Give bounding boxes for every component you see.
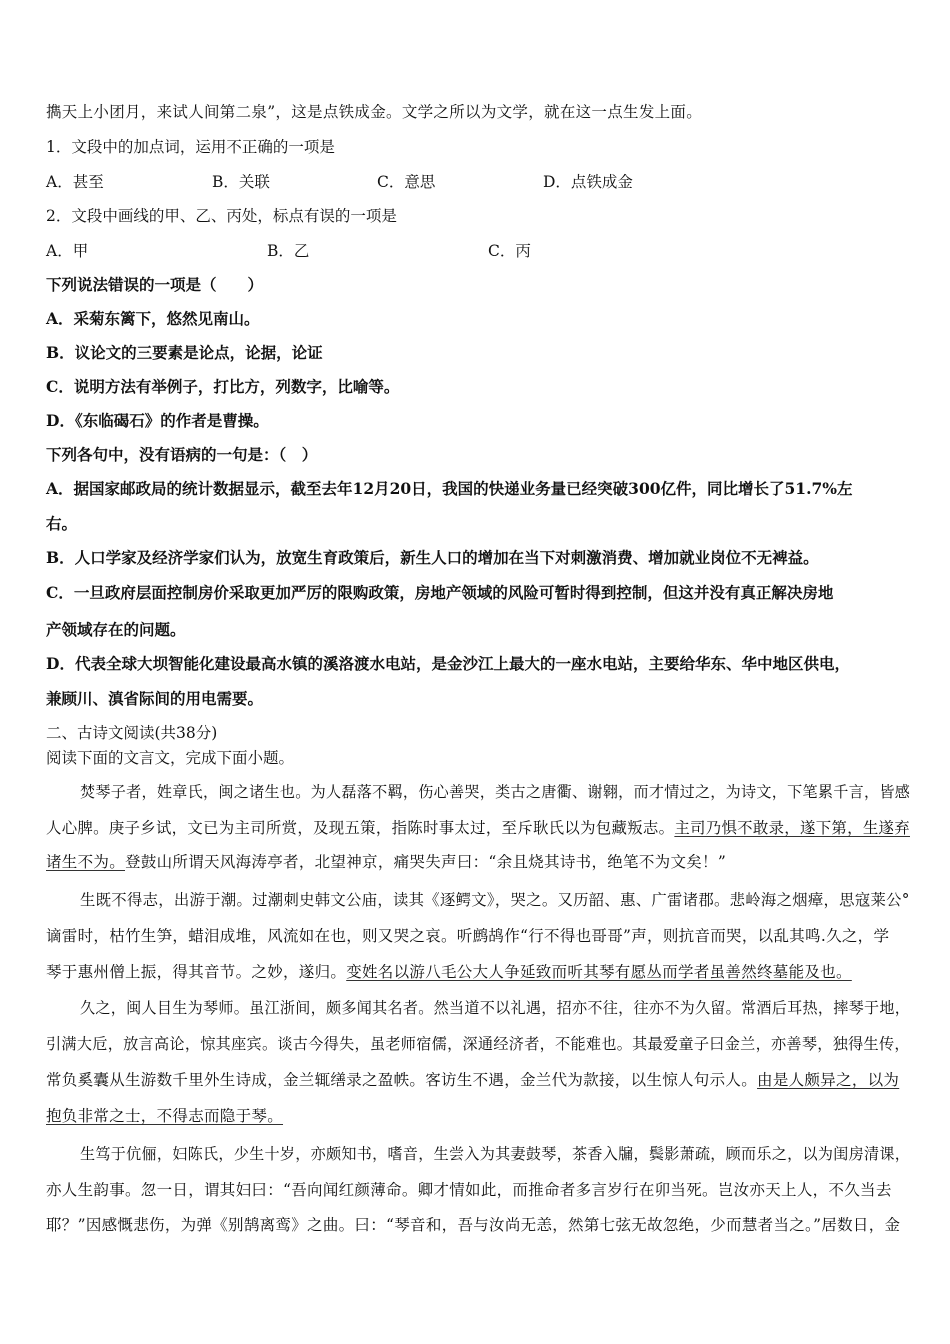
p3-line3-text: 常负奚囊从生游数千里外生诗成，金兰辄缮录之盈帙。客访生不遇，金兰代为款接，以生惊人句示人。 (46, 1071, 758, 1089)
q3-option-d: D．《东临碣石》的作者是曹操。 (46, 411, 269, 430)
p1-line2-underlined: 主司乃惧不敢录，遂下第，生遂弃 (674, 819, 910, 837)
p1-line3 (46, 852, 726, 872)
p3-line4 (46, 1106, 283, 1126)
p3-line1: 久之，闽人目生为琴师。虽江浙间，颇多闻其名者。然当道不以礼遇，招亦不往，往亦不为久留。常酒后耳热，摔琴于地， (80, 999, 911, 1017)
q4-option-c-line2: 产领域存在的问题。 (46, 620, 186, 639)
p1-line3-text: 登鼓山所谓天风海涛亭者，北望神京，痛哭失声曰：“余且烧其诗书，绝笔不为文矣！” (125, 853, 727, 871)
q4-option-d-line1: D．代表全球大坝智能化建设最高水镇的溪洛渡水电站，是金沙江上最大的一座水电站，主要给华东、华中地区供电， (46, 654, 850, 673)
p2-line3 (46, 962, 852, 982)
p2-line1: 生既不得志，出游于潮。过潮刺史韩文公庙，读其《逐鳄文》，哭之。又历韶、惠、广雷诸郡。悲岭海之烟瘴，思寇莱公° (80, 891, 910, 909)
p2-line3-text: 琴于惠州僧上振，得其音节。之妙，遂归。 (46, 963, 347, 981)
q1-option-c: C．意思 (377, 173, 436, 191)
p1-line2 (46, 818, 910, 838)
p1-line1: 焚琴子者，姓章氏，闽之诸生也。为人磊落不羁，伤心善哭，类古之唐衢、谢翱，而才情过之，为诗文，下笔累千言，皆感 (80, 783, 911, 801)
p4-line1: 生笃于伉俪，妇陈氏，少生十岁，亦颇知书，嗜音，生尝入为其妻鼓琴，茶香入牖，鬓影萧疏，顾而乐之，以为闺房清课， (80, 1145, 911, 1163)
p2-line3-underlined: 变姓名以游八毛公大人争延致而听其琴有愿丛而学者虽善然终墓能及也。 (346, 963, 852, 981)
p1-line3-underlined: 诸生不为。 (46, 853, 126, 871)
q2-option-a: A．甲 (46, 242, 89, 260)
q1-option-a: A．甚至 (46, 173, 104, 191)
q4-option-c-line1: C．一旦政府层面控制房价采取更加严厉的限购政策，房地产领域的风险可暂时得到控制，但这并没有真正解决房地 (46, 583, 834, 602)
q3-option-c: C．说明方法有举例子，打比方，列数字，比喻等。 (46, 377, 400, 396)
q2-option-c: C．丙 (488, 242, 531, 260)
p3-line3-underlined: 由是人颇异之，以为 (757, 1071, 900, 1089)
q4-stem: 下列各句中，没有语病的一句是：（ ） (46, 445, 318, 464)
p4-line3: 耶？”因感慨悲伤，为弹《别鹄离鸾》之曲。曰：“琴音和，吾与汝尚无恙，然第七弦无故忽绝，少而慧者当之。”居数日，金 (46, 1216, 901, 1234)
p3-line3 (46, 1070, 899, 1090)
q3-stem: 下列说法错误的一项是（ ） (46, 275, 264, 294)
q4-option-d-line2: 兼顾川、滇省际间的用电需要。 (46, 689, 264, 708)
q2-option-b: B．乙 (267, 242, 310, 260)
section2-heading: 二、古诗文阅读(共38分) (46, 724, 218, 742)
q1-option-b: B．关联 (212, 173, 270, 191)
intro-tail-text: 擕天上小团月，来试人间第二泉”，这是点铁成金。文学之所以为文学，就在这一点生发上面。 (46, 103, 703, 121)
p3-line2: 引满大卮，放言高论，惊其座宾。谈古今得失，虽老师宿儒，深通经济者，不能难也。其最爱童子曰金兰，亦善琴，独得生传， (46, 1035, 910, 1053)
q3-option-b: B．议论文的三要素是论点，论据，论证 (46, 343, 323, 362)
p3-line4-underlined: 抱负非常之士，不得志而隐于琴。 (46, 1107, 284, 1125)
p2-line2: 谪雷时，枯竹生笋，蜡泪成堆，风流如在也，则又哭之哀。听鹧鸪作“行不得也哥哥”声，则抗音而哭，以乱其鸣.久之，学 (46, 927, 890, 945)
q1-option-d: D．点铁成金 (543, 173, 633, 191)
q4-option-a-line2: 右。 (46, 514, 78, 533)
p4-line2: 亦人生韵事。忽一日，谓其妇曰：“吾向闻红颜薄命。卿才情如此，而推命者多言岁行在卯当死。岂汝亦天上人，不久当去 (46, 1181, 892, 1199)
q4-option-b: B．人口学家及经济学家们认为，放宽生育政策后，新生人口的增加在当下对刺激消费、增加就业岗位不无裨益。 (46, 548, 819, 567)
q3-option-a: A．采菊东篱下，悠然见南山。 (46, 309, 260, 328)
q2-stem: 2．文段中画线的甲、乙、丙处，标点有误的一项是 (46, 207, 397, 225)
p1-line2-text: 人心脾。庚子乡试，文已为主司所赏，及现五策，指陈时事太过，至斥耿氏以为包藏叛志。 (46, 819, 675, 837)
section2-instruction: 阅读下面的文言文，完成下面小题。 (46, 749, 295, 767)
q1-stem: 1．文段中的加点词，运用不正确的一项是 (46, 138, 335, 156)
q4-option-a-line1: A．据国家邮政局的统计数据显示，截至去年12月20日，我国的快递业务量已经突破300亿件，同比增长了51.7%左 (46, 479, 853, 498)
